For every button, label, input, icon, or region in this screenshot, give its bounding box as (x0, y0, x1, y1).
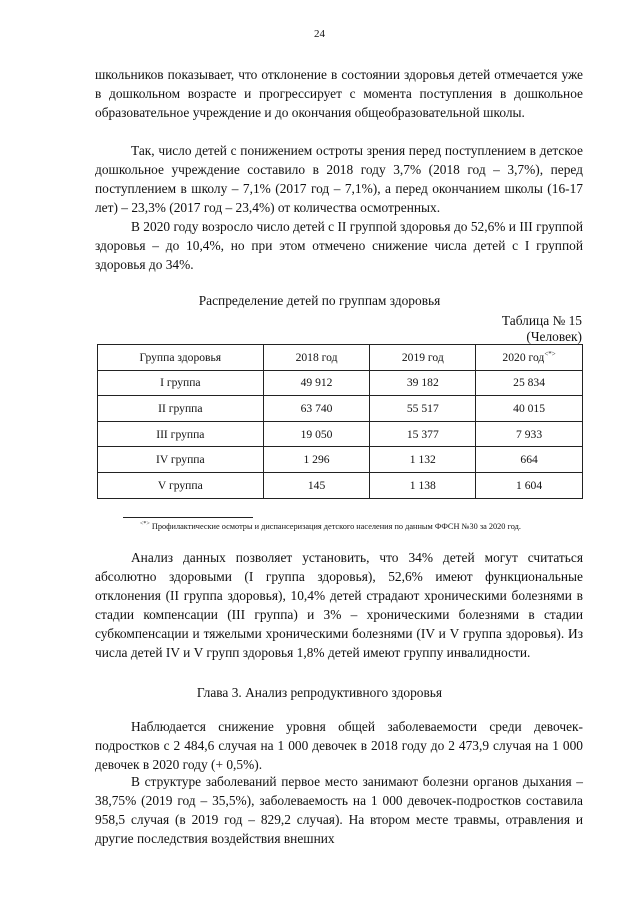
footnote-mark: <*> (140, 521, 150, 527)
header-group: Группа здоровья (98, 345, 264, 371)
paragraph-vision: Так, число детей с понижением остроты зрения перед поступлением в детское дошкольное учреждение составило в 2018 году 3,7% (2018 год – 3,7%), перед поступлением в школу – 7,1% (2017 год – 7,1%), а перед окончанием школы (16-17 лет) – 23,3% (2017 год – 23,4%) от количества осмотренных. (95, 143, 583, 215)
table-cell: 63 740 (263, 396, 370, 422)
table-cell: 40 015 (476, 396, 583, 422)
header-footnote-mark: <*> (544, 350, 556, 359)
table-number: Таблица № 15 (501, 313, 582, 328)
table-row (98, 447, 583, 473)
paragraph-structure: В структуре заболеваний первое место занимают болезни органов дыхания – 38,75% (2019 год – 35,5%), заболеваемость на 1 000 девочек-подростков составила 958,5 случая (в 2019 год – 829,2 случая). На втором месте травмы, отравления и другие последствия воздействия внешних (95, 774, 583, 846)
header-2020-label: 2020 год (502, 351, 545, 365)
table-unit: (Человек) (526, 329, 582, 344)
table-cell: III группа (98, 421, 264, 447)
header-2020 (476, 345, 583, 371)
table-cell: 25 834 (476, 370, 583, 396)
paragraph-schoolchildren: школьников показывает, что отклонение в состоянии здоровья детей отмечается уже в дошкольном возрасте и прогрессирует с момента поступления в дошкольное образовательное учреждение и до окончания общеобразовательной школы. (95, 67, 583, 120)
table-cell: 49 912 (263, 370, 370, 396)
table-cell: IV группа (98, 447, 264, 473)
table-row (98, 421, 583, 447)
table-header-row (98, 345, 583, 371)
table-cell: 55 517 (370, 396, 476, 422)
table-cell: 1 604 (476, 472, 583, 498)
footnote (140, 519, 590, 532)
footnote-divider (123, 517, 253, 518)
paragraph-2020-groups: В 2020 году возросло число детей с II группой здоровья до 52,6% и III группой здоровья – до 10,4%, но при этом отмечено снижение числа детей с I группой здоровья до 34%. (95, 219, 583, 272)
table-cell: 1 138 (370, 472, 476, 498)
table-cell: V группа (98, 472, 264, 498)
chapter-title: Глава 3. Анализ репродуктивного здоровья (196, 685, 443, 700)
table-cell: 19 050 (263, 421, 370, 447)
table-cell: I группа (98, 370, 264, 396)
header-2018: 2018 год (263, 345, 370, 371)
table-cell: II группа (98, 396, 264, 422)
paragraph-analysis: Анализ данных позволяет установить, что 34% детей могут считаться абсолютно здоровыми (I группа здоровья), 52,6% имеют функциональные отклонения (II группа здоровья), 10,4% детей страдают хроническими болезнями в стадии компенсации (III группа) и 3% – хроническими болезнями в стадии субкомпенсации и тяжелыми хроническими болезнями (IV и V группа здоровья). Из числа детей IV и V групп здоровья 1,8% детей имеют группу инвалидности. (95, 550, 583, 660)
header-2019: 2019 год (370, 345, 476, 371)
table-cell: 39 182 (370, 370, 476, 396)
paragraph-morbidity: Наблюдается снижение уровня общей заболеваемости среди девочек-подростков с 2 484,6 случая на 1 000 девочек в 2018 году до 2 473,9 случая на 1 000 девочек в 2020 году (+ 0,5%). (95, 719, 583, 772)
table-row (98, 370, 583, 396)
page-number: 24 (314, 28, 325, 40)
table-caption: Распределение детей по группам здоровья (198, 293, 441, 308)
table-row (98, 472, 583, 498)
table-row (98, 396, 583, 422)
table-cell: 7 933 (476, 421, 583, 447)
table-cell: 664 (476, 447, 583, 473)
table-cell: 1 296 (263, 447, 370, 473)
health-groups-table (97, 344, 583, 499)
table-cell: 15 377 (370, 421, 476, 447)
table-cell: 1 132 (370, 447, 476, 473)
table-cell: 145 (263, 472, 370, 498)
footnote-text: Профилактические осмотры и диспансеризация детского населения по данным ФФСН №30 за 2020 год. (151, 521, 521, 531)
